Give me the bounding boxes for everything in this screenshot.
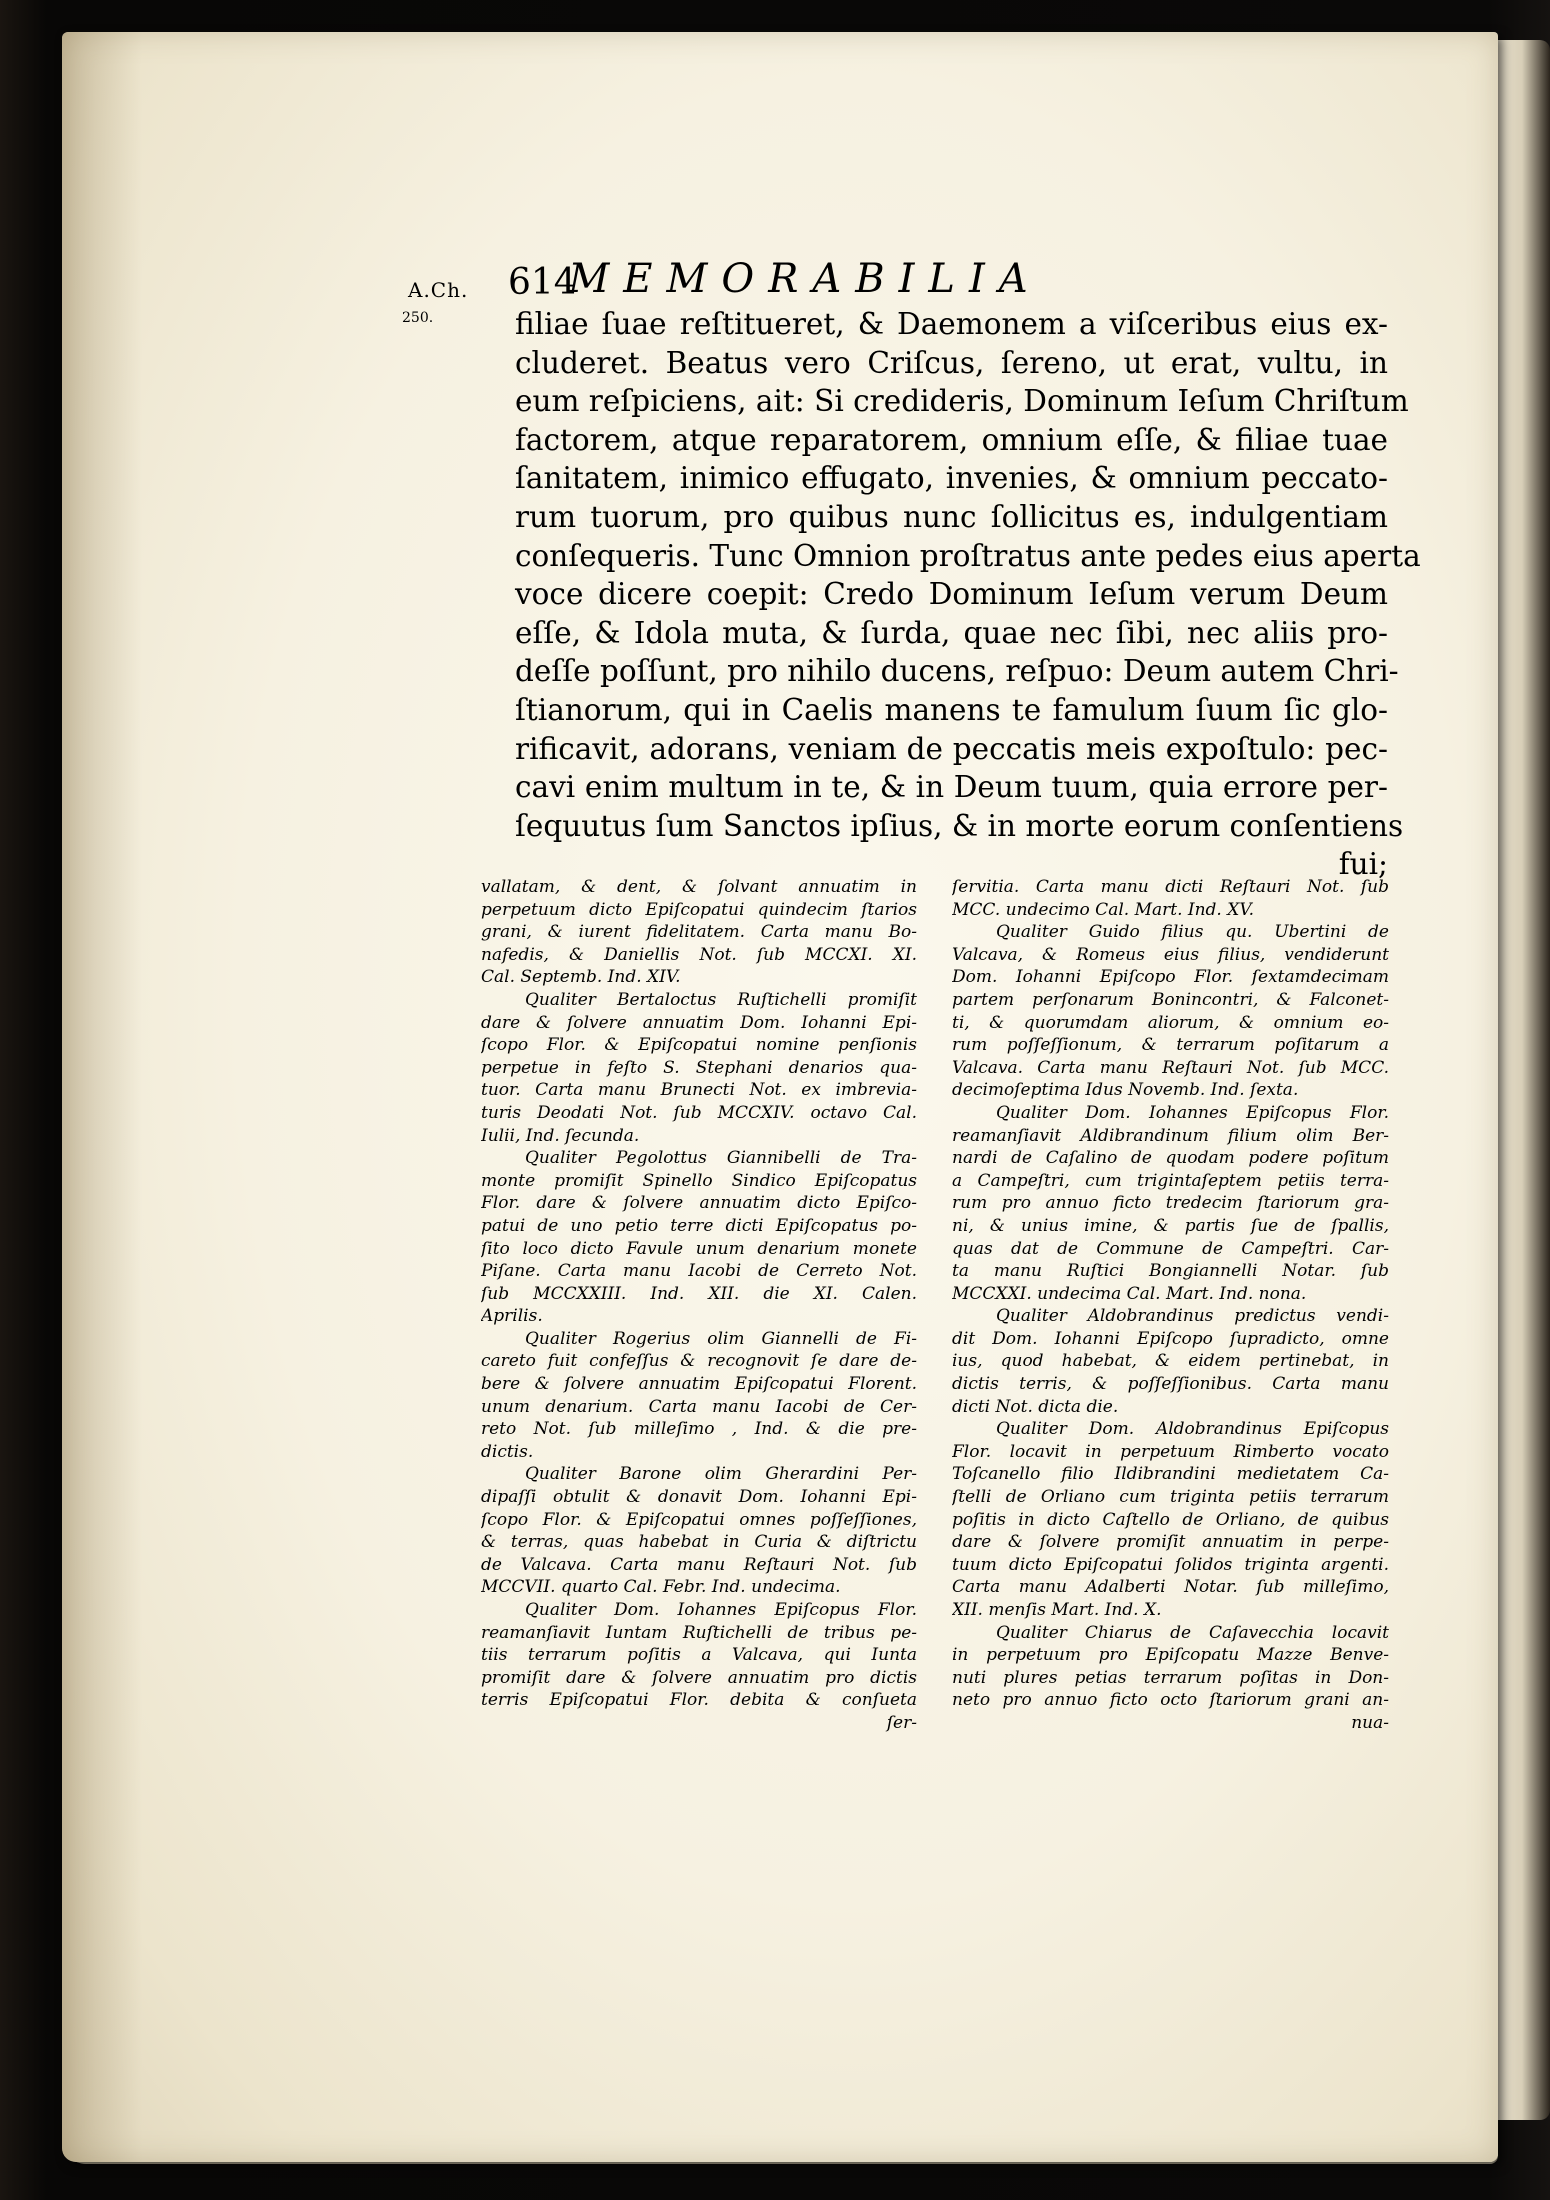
left-column-line: dipaſſi obtulit & donavit Dom. Iohanni Epi-: [481, 1487, 917, 1508]
right-column-line: ta manu Ruſtici Bongiannelli Notar. ſub: [952, 1261, 1389, 1282]
running-title: MEMORABILIA: [568, 256, 1042, 302]
right-column-catchword: nua-: [1351, 1712, 1389, 1733]
right-column-line: tuum dicto Epiſcopatui ſolidos triginta argenti.: [952, 1554, 1389, 1575]
left-column-line: perpetue in feſto S. Stephani denarios qua-: [481, 1057, 917, 1078]
right-column-line: Toſcanello filio Ildibrandini medietatem Ca-: [952, 1464, 1389, 1485]
left-column-line: patui de uno petio terre dicti Epiſcopatus po-: [481, 1215, 917, 1236]
left-column-line: careto fuit confeſſus & recognovit ſe dare de-: [481, 1351, 917, 1372]
left-column-line: dictis.: [481, 1441, 534, 1462]
margin-era-label: A.Ch.: [408, 278, 469, 302]
left-column-line: reamanſiavit Iuntam Ruſtichelli de tribus pe-: [481, 1622, 917, 1643]
right-column-line: rum poſſeſſionum, & terrarum poſitarum a: [952, 1035, 1389, 1056]
main-text-line: conſequeris. Tunc Omnion proſtratus ante pedes eius aperta: [515, 538, 1421, 573]
right-column-line: Carta manu Adalberti Notar. ſub milleſimo,: [952, 1577, 1389, 1598]
right-column-line: Qualiter Dom. Aldobrandinus Epiſcopus: [996, 1419, 1389, 1440]
main-text-line: ſtianorum, qui in Caelis manens te famulum ſuum ſic glo-: [515, 692, 1388, 727]
left-column-line: perpetuum dicto Epiſcopatui quindecim ſtarios: [481, 899, 917, 920]
left-column-line: ſcopo Flor. & Epiſcopatui nomine penſionis: [481, 1035, 917, 1056]
right-column-line: in perpetuum pro Epiſcopatu Mazze Benve-: [952, 1645, 1389, 1666]
right-column-line: a Campeſtri, cum trigintaſeptem petiis terra-: [952, 1170, 1389, 1191]
right-column-line: Qualiter Guido filius qu. Ubertini de: [996, 922, 1389, 943]
left-column-line: Qualiter Bertaloctus Ruſtichelli promiſit: [525, 989, 917, 1010]
main-text-line: ſequutus ſum Sanctos ipſius, & in morte eorum conſentiens: [515, 808, 1404, 843]
left-column-line: MCCVII. quarto Cal. Febr. Ind. undecima.: [481, 1577, 841, 1598]
left-column-line: Piſane. Carta manu Iacobi de Cerreto Not.: [481, 1261, 917, 1282]
margin-year-number: 250.: [402, 310, 434, 326]
main-text-line: filiae ſuae reſtitueret, & Daemonem a viſceribus eius ex-: [515, 307, 1388, 341]
left-column-line: tiis terrarum poſitis a Valcava, qui Iunta: [481, 1645, 917, 1666]
left-column-line: Iulii, Ind. ſecunda.: [481, 1125, 640, 1146]
right-column-line: nuti plures petias terrarum poſitas in Don-: [952, 1667, 1389, 1688]
main-text-line: factorem, atque reparatorem, omnium eſſe, & filiae tuae: [515, 422, 1388, 457]
left-column-line: ſcopo Flor. & Epiſcopatui omnes poſſeſſiones,: [481, 1509, 917, 1530]
left-column-line: bere & ſolvere annuatim Epiſcopatui Florent.: [481, 1374, 917, 1395]
right-column: [952, 876, 1389, 1735]
main-text-line: fui;: [1338, 847, 1388, 882]
left-column-line: nafedis, & Daniellis Not. ſub MCCXI. XI.: [481, 944, 917, 965]
right-column-line: dictis terris, & poſſeſſionibus. Carta manu: [952, 1374, 1389, 1395]
left-column-line: Qualiter Rogerius olim Giannelli de Fi-: [525, 1328, 917, 1349]
right-column-line: Valcava. Carta manu Reſtauri Not. ſub MCC.: [952, 1057, 1389, 1078]
right-column-line: dit Dom. Iohanni Epiſcopo ſupradicto, omne: [952, 1328, 1389, 1349]
right-column-line: ſervitia. Carta manu dicti Reſtauri Not. ſub: [952, 877, 1389, 897]
left-column-line: Cal. Septemb. Ind. XIV.: [481, 967, 681, 988]
left-column-line: unum denarium. Carta manu Iacobi de Cer-: [481, 1396, 917, 1417]
left-column-line: promiſit dare & ſolvere annuatim pro dictis: [481, 1667, 917, 1688]
main-text-line: ſanitatem, inimico effugato, invenies, & omnium peccato-: [515, 461, 1388, 496]
left-column-line: de Valcava. Carta manu Reſtauri Not. ſub: [481, 1554, 917, 1575]
left-column-line: vallatam, & dent, & ſolvant annuatim in: [481, 877, 917, 897]
right-column-line: MCC. undecimo Cal. Mart. Ind. XV.: [952, 899, 1255, 920]
right-column-line: dicti Not. dicta die.: [952, 1396, 1119, 1417]
main-text-line: cavi enim multum in te, & in Deum tuum, quia errore per-: [515, 770, 1388, 805]
main-text-line: cluderet. Beatus vero Criſcus, ſereno, ut erat, vultu, in: [515, 345, 1388, 380]
left-column-line: Qualiter Barone olim Gherardini Per-: [525, 1464, 917, 1485]
left-column-line: Aprilis.: [481, 1306, 543, 1327]
main-text-line: voce dicere coepit: Credo Dominum Ieſum verum Deum: [515, 577, 1388, 612]
main-text-line: eſſe, & Idola muta, & ſurda, quae nec ſibi, nec aliis pro-: [515, 615, 1388, 650]
gutter-shadow: [62, 32, 142, 2162]
right-column-line: Valcava, & Romeus eius filius, vendiderunt: [952, 944, 1389, 965]
left-column-line: reto Not. ſub milleſimo , Ind. & die pre-: [481, 1419, 917, 1440]
left-column-line: turis Deodati Not. ſub MCCXIV. octavo Cal.: [481, 1102, 917, 1123]
page-number: 614: [508, 262, 577, 303]
left-column-catchword: ſer-: [886, 1712, 917, 1733]
right-column-line: nardi de Caſalino de quodam podere poſitum: [952, 1148, 1389, 1169]
right-column-line: poſitis in dicto Caſtello de Orliano, de quibus: [952, 1509, 1389, 1530]
left-column-line: Qualiter Dom. Iohannes Epiſcopus Flor.: [525, 1600, 917, 1620]
right-column-line: Dom. Iohanni Epiſcopo Flor. ſextamdecimam: [952, 967, 1389, 988]
right-column-line: partem perſonarum Bonincontri, & Falconet-: [952, 989, 1389, 1010]
left-column-line: ſub MCCXXIII. Ind. XII. die XI. Calen.: [481, 1283, 917, 1304]
left-column-line: monte promiſit Spinello Sindico Epiſcopatus: [481, 1170, 917, 1191]
right-column-line: ius, quod habebat, & eidem pertinebat, in: [952, 1351, 1389, 1372]
left-column-line: ſito loco dicto Favule unum denarium monete: [481, 1238, 917, 1259]
right-column-line: XII. menſis Mart. Ind. X.: [952, 1600, 1162, 1620]
main-text-line: deſſe poſſunt, pro nihilo ducens, reſpuo: Deum autem Chri-: [515, 654, 1399, 689]
right-column-line: ſtelli de Orliano cum triginta petiis terrarum: [952, 1487, 1389, 1508]
right-column-line: Qualiter Aldobrandinus predictus vendi-: [996, 1306, 1389, 1327]
left-column-line: Flor. dare & ſolvere annuatim dicto Epiſco-: [481, 1193, 917, 1214]
right-column-line: ti, & quorumdam aliorum, & omnium eo-: [952, 1012, 1389, 1033]
left-column-line: dare & ſolvere annuatim Dom. Iohanni Epi-: [481, 1012, 917, 1033]
right-column-line: MCCXXI. undecima Cal. Mart. Ind. nona.: [952, 1283, 1307, 1304]
right-column-line: neto pro annuo ficto octo ſtariorum grani an-: [952, 1690, 1389, 1711]
right-column-line: reamanſiavit Aldibrandinum filium olim Ber-: [952, 1125, 1389, 1146]
main-text-line: eum reſpiciens, ait: Si credideris, Dominum Ieſum Chriſtum: [515, 384, 1409, 419]
right-column-line: Qualiter Chiarus de Caſavecchia locavit: [996, 1622, 1389, 1643]
left-column: [481, 876, 917, 1735]
right-column-line: ni, & unius imine, & partis ſue de ſpallis,: [952, 1215, 1389, 1236]
right-column-line: quas dat de Commune de Campeſtri. Car-: [952, 1238, 1389, 1259]
main-text-line: rificavit, adorans, veniam de peccatis meis expoſtulo: pec-: [515, 731, 1388, 766]
left-column-line: Qualiter Pegolottus Giannibelli de Tra-: [525, 1148, 917, 1169]
left-column-line: tuor. Carta manu Brunecti Not. ex imbrevia-: [481, 1080, 917, 1101]
right-column-line: decimoſeptima Idus Novemb. Ind. ſexta.: [952, 1080, 1299, 1101]
right-column-line: rum pro annuo ficto tredecim ſtariorum gra-: [952, 1193, 1389, 1214]
left-column-line: grani, & iurent fidelitatem. Carta manu Bo-: [481, 922, 917, 943]
left-column-line: terris Epiſcopatui Flor. debita & conſueta: [481, 1690, 917, 1711]
left-column-line: & terras, quas habebat in Curia & diſtrictu: [481, 1532, 917, 1553]
right-column-line: dare & ſolvere promiſit annuatim in perpe-: [952, 1532, 1389, 1553]
main-text-line: rum tuorum, pro quibus nunc ſollicitus es, indulgentiam: [515, 499, 1388, 534]
main-text-block: [515, 305, 1421, 884]
right-column-line: Qualiter Dom. Iohannes Epiſcopus Flor.: [996, 1102, 1389, 1123]
right-column-line: Flor. locavit in perpetuum Rimberto vocato: [952, 1441, 1389, 1462]
